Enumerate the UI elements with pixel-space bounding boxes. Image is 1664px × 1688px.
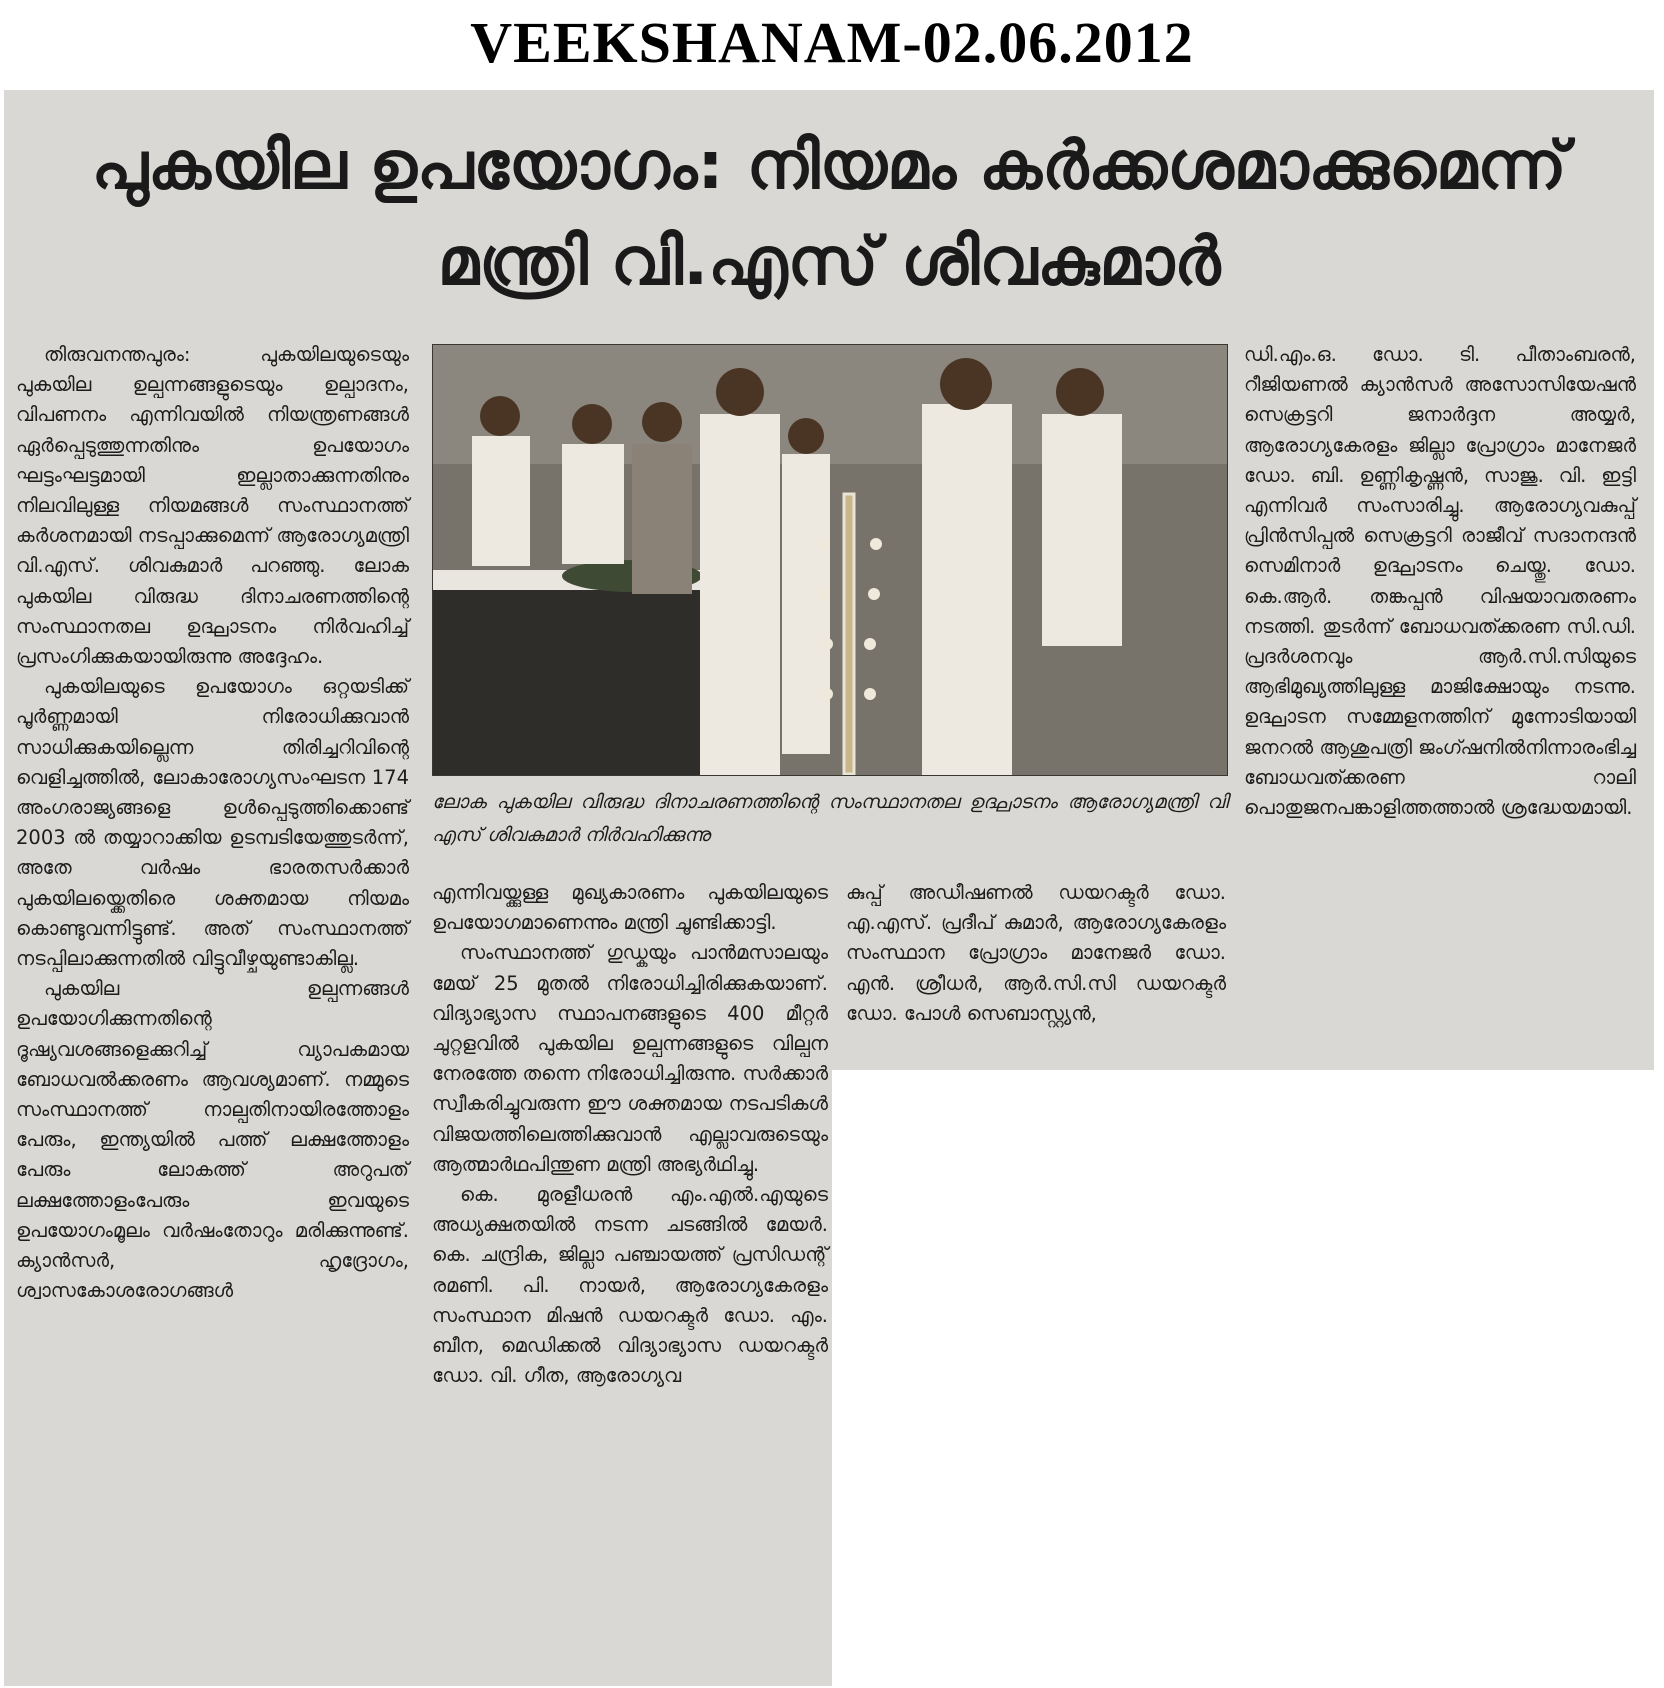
photo-illustration (432, 344, 1228, 776)
paragraph: കുപ്പ് അഡീഷണൽ ഡയറക്ടർ ഡോ. എ.എസ്. പ്രദീപ് കുമാർ, ആരോഗ്യകേരളം സംസ്ഥാന പ്രോഗ്രാം മാനേജർ ഡോ. എൻ. ശ്രീധർ, ആർ.സി.സി ഡയറക്ടർ ഡോ. പോൾ സെബാസ്റ്റ്യൻ, (846, 881, 1226, 1025)
paragraph: പുകയില ഉല്പന്നങ്ങൾ ഉപയോഗിക്കുന്നതിന്റെ ദൂഷ്യവശങ്ങളെക്കുറിച്ച് വ്യാപകമായ ബോധവൽക്കരണം ആവശ്യമാണ്. നമ്മുടെ സംസ്ഥാനത്ത് നാല്പതിനായിരത്തോളം പേരും, ഇന്ത്യയിൽ പത്ത് ലക്ഷത്തോളം പേരും ലോകത്ത് അറുപത് ലക്ഷത്തോളംപേരും ഇവയുടെ ഉപയോഗംമൂലം വർഷംതോറും മരിക്കുന്നുണ്ട്. ക്യാൻസർ, ഹൃദ്രോഗം, ശ്വാസകോശരോഗങ്ങൾ (16, 977, 409, 1303)
newspaper-clipping (4, 90, 1654, 1686)
paragraph: പുകയിലയുടെ ഉപയോഗം ഒറ്റയടിക്ക് പൂർണ്ണമായി നിരോധിക്കുവാൻ സാധിക്കുകയില്ലെന്ന തിരിച്ചറിവിന്റെ വെളിച്ചത്തിൽ, ലോകാരോഗ്യസംഘടന 174 അംഗരാജ്യങ്ങളെ ഉൾപ്പെടുത്തിക്കൊണ്ട് 2003 ൽ തയ്യാറാക്കിയ ഉടമ്പടിയേത്തുടർന്ന്, അതേ വർഷം ഭാരതസർക്കാർ പുകയിലയ്ക്കെതിരെ ശക്തമായ നിയമം കൊണ്ടുവന്നിട്ടുണ്ട്. അത് സംസ്ഥാനത്ത് നടപ്പിലാക്കുന്നതിൽ വിട്ടുവീഴ്ചയുണ്ടാകില്ല. (16, 675, 409, 971)
article-column-3 (846, 878, 1226, 1029)
paragraph: ഡി.എം.ഒ. ഡോ. ടി. പീതാംബരൻ, റീജിയണൽ ക്യാൻസർ അസോസിയേഷൻ സെക്രട്ടറി ജനാർദ്ദന അയ്യർ, ആരോഗ്യകേരളം ജില്ലാ പ്രോഗ്രാം മാനേജർ ഡോ. ബി. ഉണ്ണികൃഷ്ണൻ, സാജു. വി. ഇട്ടി എന്നിവർ സംസാരിച്ചു. ആരോഗ്യവകുപ്പ് പ്രിൻസിപ്പൽ സെക്രട്ടറി രാജീവ് സദാനന്ദൻ സെമിനാർ ഉദ്ഘാടനം ചെയ്തു. ഡോ. കെ.ആർ. തങ്കപ്പൻ വിഷയാവതരണം നടത്തി. തുടർന്ന് ബോധവത്ക്കരണ സി.ഡി. പ്രദർശനവും ആർ.സി.സിയുടെ ആഭിമുഖ്യത്തിലുള്ള മാജിക്ഷോയും നടന്നു. ഉദ്ഘാടന സമ്മേളനത്തിന് മുന്നോടിയായി ജനറൽ ആശുപത്രി ജംഗ്ഷനിൽനിന്നാരംഭിച്ച ബോധവത്ക്കരണ റാലി പൊതുജനപങ്കാളിത്തത്താൽ ശ്രദ്ധേയമായി. (1244, 343, 1636, 820)
paragraph: സംസ്ഥാനത്ത് ഗുഡ്കയും പാൻമസാലയും മേയ് 25 മുതൽ നിരോധിച്ചിരിക്കുകയാണ്. വിദ്യാഭ്യാസ സ്ഥാപനങ്ങളുടെ 400 മീറ്റർ ചുറ്റളവിൽ പുകയില ഉല്പന്നങ്ങളുടെ വില്പന നേരത്തേ തന്നെ നിരോധിച്ചിരുന്നു. സർക്കാർ സ്വീകരിച്ചുവരുന്ന ഈ ശക്തമായ നടപടികൾ വിജയത്തിലെത്തിക്കുവാൻ എല്ലാവരുടെയും ആത്മാർഥപിന്തുണ മന്ത്രി അഭ്യർഥിച്ചു. (432, 941, 828, 1176)
photo-caption: ലോക പുകയില വിരുദ്ധ ദിനാചരണത്തിന്റെ സംസ്ഥാനതല ഉദ്ഘാടനം ആരോഗ്യമന്ത്രി വി എസ് ശിവകുമാർ നിർവഹിക്കുന്നു (432, 791, 1228, 846)
headline-line-2: മന്ത്രി വി.എസ് ശിവകുമാർ (437, 223, 1221, 300)
article-column-1 (16, 340, 409, 1307)
article-headline (4, 118, 1654, 310)
article-column-4 (1244, 340, 1636, 823)
paragraph: തിരുവനന്തപുരം: പുകയിലയുടെയും പുകയില ഉല്പന്നങ്ങളുടെയും ഉല്പാദനം, വിപണനം എന്നിവയിൽ നിയന്ത്രണങ്ങൾ ഏർപ്പെടുത്തുന്നതിനും ഉപയോഗം ഘട്ടംഘട്ടമായി ഇല്ലാതാക്കുന്നതിനും നിലവിലുള്ള നിയമങ്ങൾ സംസ്ഥാനത്ത് കർശനമായി നടപ്പാക്കുമെന്ന് ആരോഗ്യമന്ത്രി വി.എസ്. ശിവകുമാർ പറഞ്ഞു. ലോക പുകയില വിരുദ്ധ ദിനാചരണത്തിന്റെ സംസ്ഥാനതല ഉദ്ഘാടനം നിർവഹിച്ച് പ്രസംഗിക്കുകയായിരുന്നു അദ്ദേഹം. (16, 343, 409, 669)
publication-title: VEEKSHANAM-02.06.2012 (470, 10, 1194, 75)
article-column-2 (432, 878, 828, 1391)
headline-line-1: പുകയില ഉപയോഗം: നിയമം കർക്കശമാക്കുമെന്ന് (91, 127, 1567, 204)
paragraph: എന്നിവയ്ക്കുള്ള മുഖ്യകാരണം പുകയിലയുടെ ഉപയോഗമാണെന്നും മന്ത്രി ചൂണ്ടിക്കാട്ടി. (432, 881, 828, 935)
article-photo (432, 344, 1228, 776)
paragraph: കെ. മുരളീധരൻ എം.എൽ.എയുടെ അധ്യക്ഷതയിൽ നടന്ന ചടങ്ങിൽ മേയർ. കെ. ചന്ദ്രിക, ജില്ലാ പഞ്ചായത്ത് പ്രസിഡന്റ് രമണി. പി. നായർ, ആരോഗ്യകേരളം സംസ്ഥാന മിഷൻ ഡയറക്ടർ ഡോ. എം. ബീന, മെഡിക്കൽ വിദ്യാഭ്യാസ ഡയറക്ടർ ഡോ. വി. ഗീത, ആരോഗ്യവ (432, 1183, 828, 1388)
